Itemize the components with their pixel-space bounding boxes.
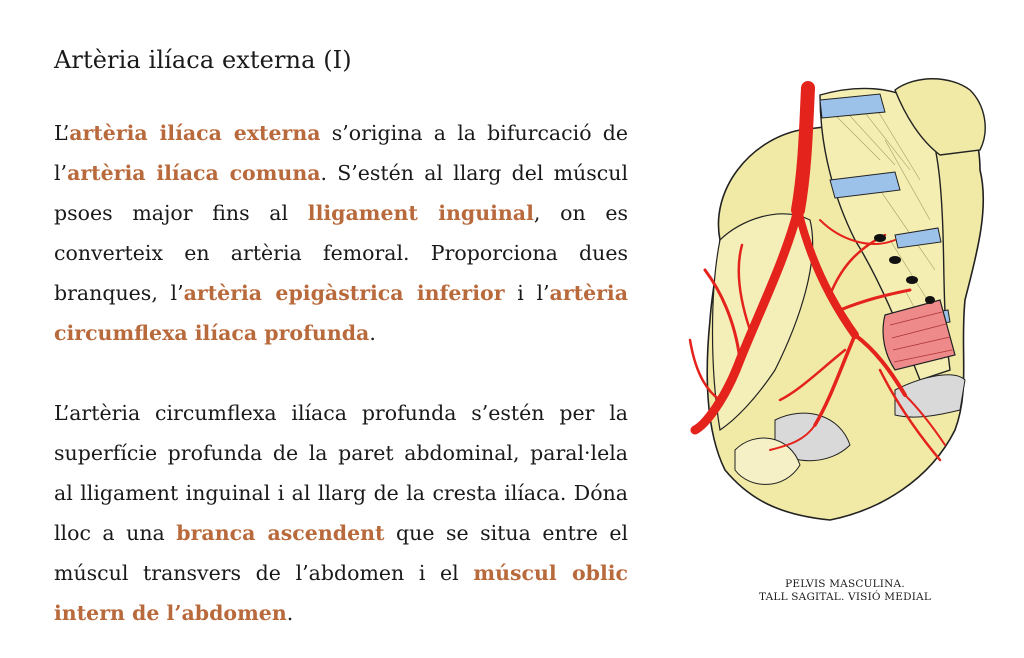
text-segment: L’artèria circumflexa ilíaca profunda s’estén per la superfície profunda de la paret abdominal, paral·lela al lligament inguinal i al llarg de la cresta ilíaca. Dóna lloc a una: [54, 401, 628, 545]
highlight-term: múscul oblic intern de l’abdomen: [54, 561, 629, 625]
text-segment: L’: [54, 121, 70, 145]
figure-caption: [680, 578, 1010, 604]
text-segment: , on es converteix en artèria femoral. Proporciona dues branques, l’: [54, 201, 629, 305]
highlight-term: artèria ilíaca comuna: [67, 161, 321, 185]
text-segment: i l’: [504, 281, 550, 305]
highlight-term: artèria ilíaca externa: [69, 121, 321, 145]
text-segment: .: [286, 601, 294, 625]
text-segment: s’origina a la bifurcació de l’: [54, 121, 628, 185]
text-segment: .: [369, 321, 376, 345]
paragraph-1: [54, 113, 628, 353]
common-iliac-artery: [798, 88, 808, 210]
highlight-term: artèria circumflexa ilíaca profunda: [54, 281, 628, 345]
paragraph-2: [54, 393, 628, 633]
text-segment: . S’estén al llarg del múscul psoes major fins al: [54, 161, 628, 225]
caption-line-2: TALL SAGITAL. VISIÓ MEDIAL: [758, 591, 932, 603]
highlight-term: branca ascendent: [176, 521, 385, 545]
text-segment: que se situa entre el múscul transvers de l’abdomen i el: [54, 521, 629, 585]
page-title: Artèria ilíaca externa (I): [54, 46, 352, 75]
caption-line-1: PELVIS MASCULINA.: [785, 578, 905, 590]
highlight-term: artèria epigàstrica inferior: [183, 281, 505, 305]
text-column: [54, 113, 628, 633]
highlight-term: lligament inguinal: [307, 201, 534, 225]
pelvis-illustration: [680, 70, 1010, 570]
